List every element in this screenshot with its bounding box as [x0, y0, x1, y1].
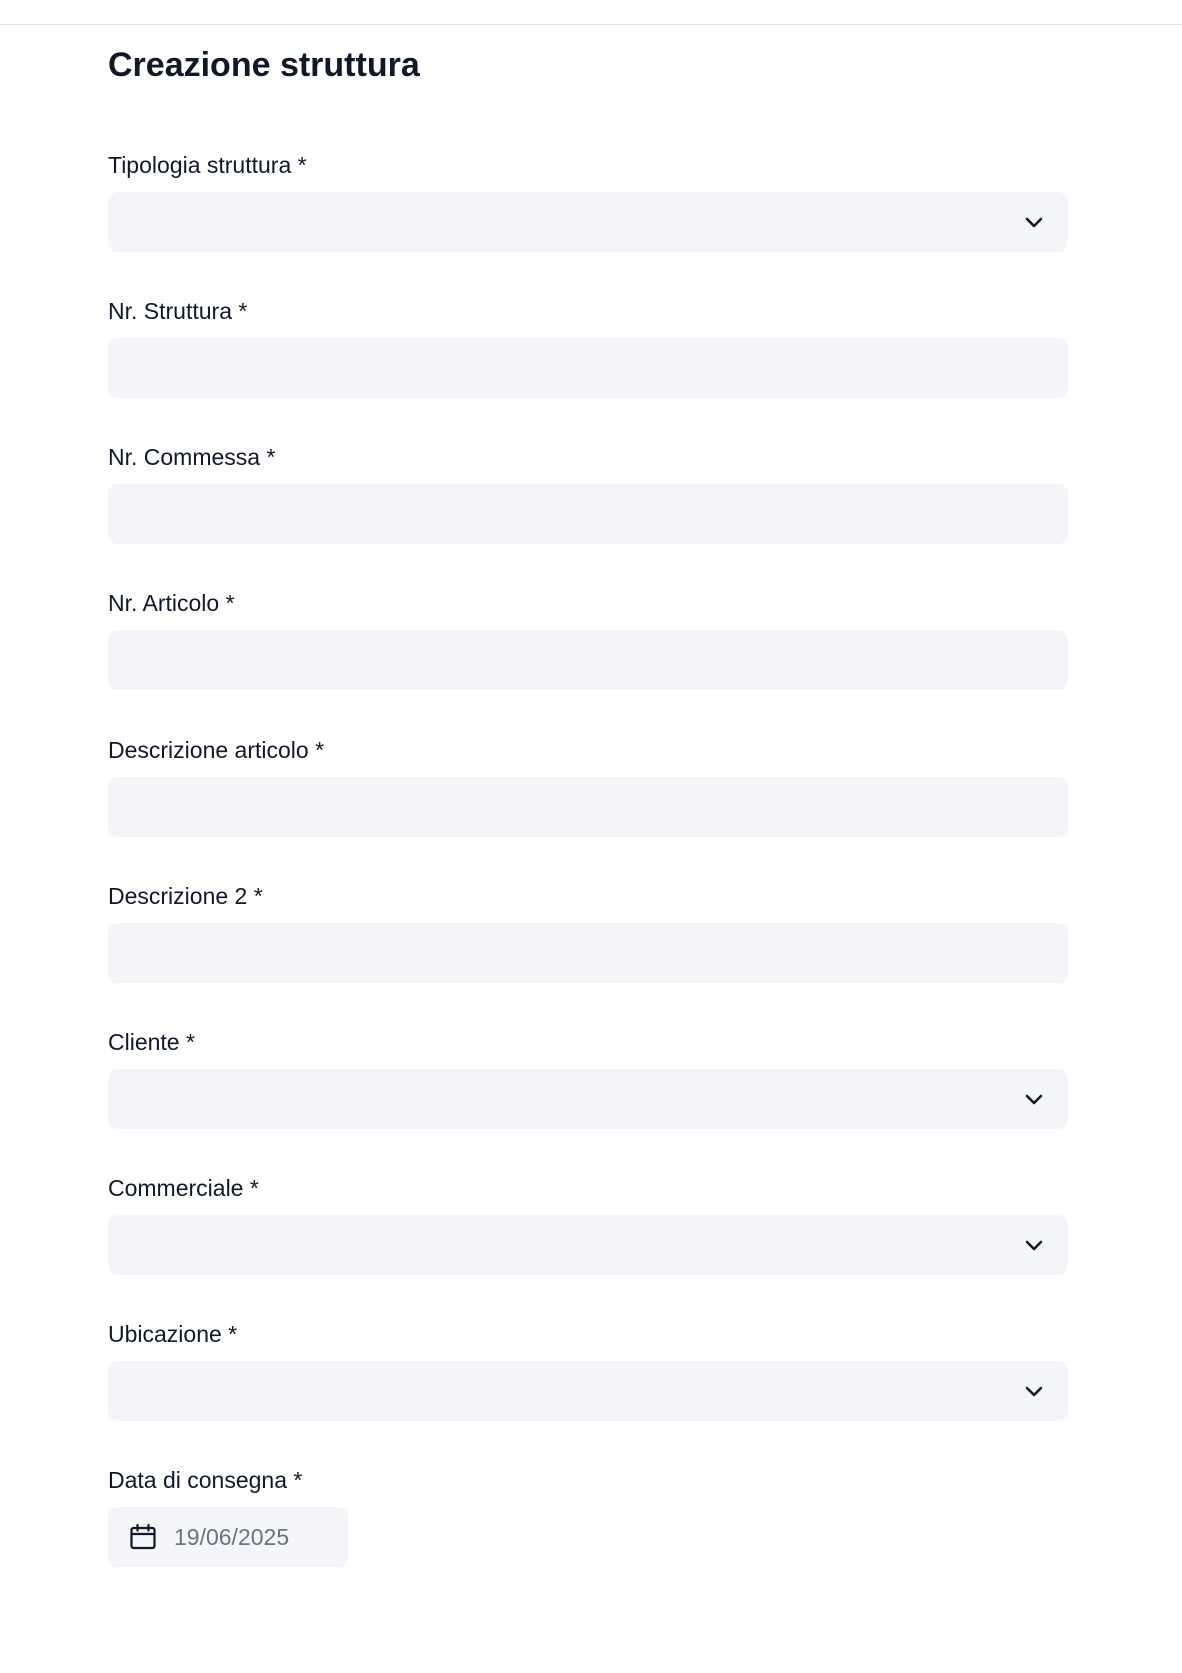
descrizione-articolo-input[interactable] — [108, 777, 1068, 837]
chevron-down-icon[interactable] — [1022, 1233, 1046, 1257]
nr-commessa-label: Nr. Commessa * — [108, 444, 276, 470]
nr-struttura-label: Nr. Struttura * — [108, 298, 248, 324]
tipologia-struttura-label: Tipologia struttura * — [108, 152, 307, 178]
data-di-consegna-label: Data di consegna * — [108, 1467, 303, 1493]
field-descrizione-2 — [108, 881, 1068, 911]
descrizione-articolo-container — [108, 777, 1068, 837]
descrizione-2-container — [108, 923, 1068, 983]
cliente-select[interactable] — [108, 1069, 1068, 1129]
field-ubicazione — [108, 1319, 1068, 1349]
field-nr-struttura — [108, 296, 1068, 326]
nr-articolo-container — [108, 630, 1068, 690]
field-descrizione-articolo — [108, 735, 1068, 765]
commerciale-select[interactable] — [108, 1215, 1068, 1275]
nr-articolo-input[interactable] — [108, 630, 1068, 690]
chevron-down-icon[interactable] — [1022, 1379, 1046, 1403]
ubicazione-label: Ubicazione * — [108, 1321, 238, 1347]
nr-struttura-input[interactable] — [108, 338, 1068, 398]
data-di-consegna-picker[interactable] — [108, 1507, 348, 1567]
tipologia-struttura-select[interactable] — [108, 192, 1068, 252]
nr-struttura-container — [108, 338, 1068, 398]
field-tipologia-struttura — [108, 150, 1068, 180]
ubicazione-select[interactable] — [108, 1361, 1068, 1421]
data-di-consegna-value[interactable]: 19/06/2025 — [174, 1524, 290, 1550]
nr-commessa-container — [108, 484, 1068, 544]
chevron-down-icon[interactable] — [1022, 210, 1046, 234]
nr-articolo-label: Nr. Articolo * — [108, 590, 235, 616]
descrizione-articolo-label: Descrizione articolo * — [108, 737, 325, 763]
field-commerciale — [108, 1173, 1068, 1203]
cliente-label: Cliente * — [108, 1029, 195, 1055]
field-cliente — [108, 1027, 1068, 1057]
field-data-di-consegna — [108, 1465, 1068, 1550]
page-title: Creazione struttura — [108, 46, 420, 84]
commerciale-label: Commerciale * — [108, 1175, 259, 1201]
descrizione-2-input[interactable] — [108, 923, 1068, 983]
top-divider — [0, 24, 1182, 25]
calendar-icon[interactable] — [128, 1522, 158, 1552]
field-nr-articolo — [108, 588, 1068, 618]
field-nr-commessa — [108, 442, 1068, 472]
nr-commessa-input[interactable] — [108, 484, 1068, 544]
descrizione-2-label: Descrizione 2 * — [108, 883, 263, 909]
chevron-down-icon[interactable] — [1022, 1087, 1046, 1111]
